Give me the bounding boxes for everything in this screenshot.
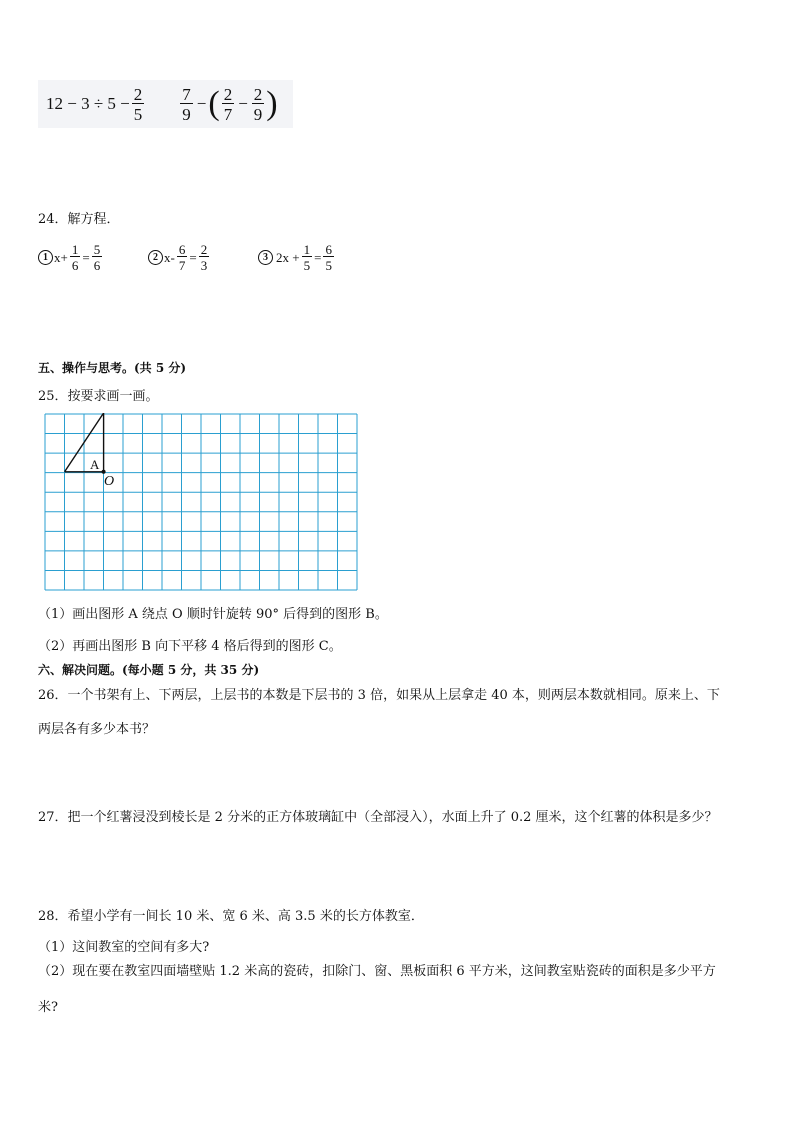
denominator: 6 xyxy=(71,258,79,273)
open-paren: ( xyxy=(208,85,220,122)
denominator: 5 xyxy=(133,104,143,124)
numerator: 1 xyxy=(71,242,79,257)
denominator: 9 xyxy=(253,104,263,124)
numerator: 6 xyxy=(325,242,332,257)
equation-lhs: x+ xyxy=(54,249,68,265)
fraction xyxy=(92,243,103,272)
fraction xyxy=(177,243,188,272)
numerator: 1 xyxy=(303,242,311,257)
denominator: 9 xyxy=(182,104,191,124)
fraction xyxy=(302,243,313,272)
denominator: 5 xyxy=(325,258,332,273)
circled-number: 2 xyxy=(148,250,163,265)
equals-sign: = xyxy=(82,249,90,265)
expression-1 xyxy=(46,86,146,123)
equation-lhs: 2x + xyxy=(276,249,300,265)
fraction xyxy=(70,243,81,272)
label-o: O xyxy=(104,474,115,489)
close-paren: ) xyxy=(266,85,278,122)
section-6-heading: 六、解决问题。(每小题 5 分，共 35 分) xyxy=(38,663,260,677)
fraction xyxy=(132,86,145,123)
numerator: 2 xyxy=(253,84,263,104)
numerator: 2 xyxy=(133,84,143,104)
denominator: 7 xyxy=(223,104,233,124)
equation-lhs: x- xyxy=(164,249,175,265)
expression-1-lead: 12 − 3 ÷ 5 − xyxy=(46,94,130,113)
circled-number: 1 xyxy=(38,250,53,265)
expression-strip xyxy=(38,80,293,128)
q25-title: 25．按要求画一画。 xyxy=(38,389,159,404)
q25-sub2: （2）再画出图形 B 向下平移 4 格后得到的图形 C。 xyxy=(38,639,342,654)
denominator: 5 xyxy=(303,258,311,273)
drawing-grid xyxy=(43,413,359,591)
fraction xyxy=(252,86,265,123)
q25-sub1: （1）画出图形 A 绕点 O 顺时针旋转 90° 后得到的图形 B。 xyxy=(38,607,388,622)
q28-sub2-line2: 米? xyxy=(38,1000,58,1015)
section-5-heading: 五、操作与思考。(共 5 分) xyxy=(38,361,187,375)
equation-2 xyxy=(148,243,211,272)
expression-2 xyxy=(178,86,277,123)
denominator: 6 xyxy=(93,258,101,273)
q28-sub1: （1）这间教室的空间有多大? xyxy=(38,940,210,955)
numerator: 7 xyxy=(182,84,191,104)
grid-lines xyxy=(45,414,357,590)
equation-3 xyxy=(258,243,336,272)
numerator: 6 xyxy=(178,242,186,257)
fraction xyxy=(222,86,235,123)
minus-sign: − xyxy=(238,94,248,113)
label-a: A xyxy=(90,457,100,472)
fraction xyxy=(199,243,210,272)
minus-sign: − xyxy=(196,94,207,113)
equals-sign: = xyxy=(189,249,197,265)
equals-sign: = xyxy=(314,249,322,265)
fraction xyxy=(323,243,334,272)
numerator: 2 xyxy=(223,84,233,104)
q26-line2: 两层各有多少本书？ xyxy=(38,722,156,737)
fraction xyxy=(180,86,193,123)
circled-number: 3 xyxy=(258,250,273,265)
equation-1 xyxy=(38,243,104,272)
numerator: 2 xyxy=(200,242,208,257)
q28-title: 28．希望小学有一间长 10 米、宽 6 米、高 3.5 米的长方体教室． xyxy=(38,909,424,924)
denominator: 3 xyxy=(200,258,208,273)
denominator: 7 xyxy=(178,258,186,273)
q28-sub2-line1: （2）现在要在教室四面墙壁贴 1.2 米高的瓷砖，扣除门、窗、黑板面积 6 平方米，这间教室贴瓷砖的面积是多少平方 xyxy=(38,964,716,979)
q27-text: 27．把一个红薯浸没到棱长是 2 分米的正方体玻璃缸中（全部浸入），水面上升了 0.2 厘米，这个红薯的体积是多少？ xyxy=(38,810,718,825)
q24-title: 24．解方程． xyxy=(38,212,120,227)
numerator: 5 xyxy=(93,242,101,257)
q26-line1: 26．一个书架有上、下两层，上层书的本数是下层书的 3 倍，如果从上层拿走 40 本，则两层本数就相同。原来上、下 xyxy=(38,688,720,703)
